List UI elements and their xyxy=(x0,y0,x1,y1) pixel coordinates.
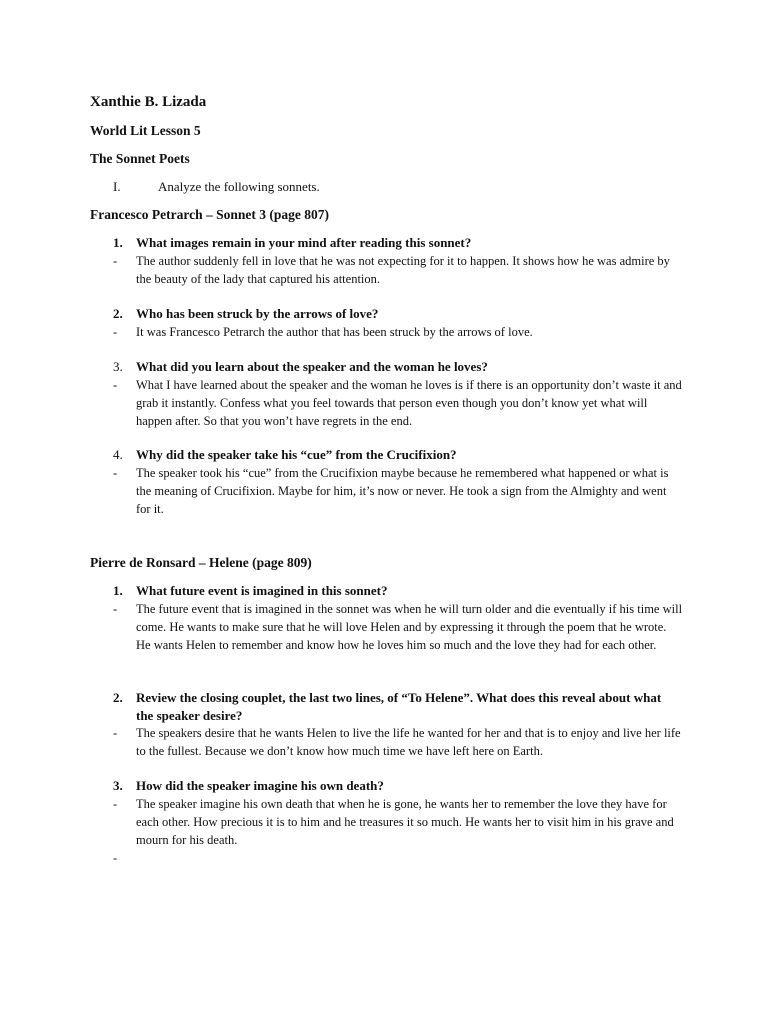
lesson-title: World Lit Lesson 5 xyxy=(90,123,201,138)
answer-dash: - xyxy=(113,851,118,865)
answer xyxy=(113,795,683,849)
answer xyxy=(113,323,683,341)
section-heading: Francesco Petrarch – Sonnet 3 (page 807) xyxy=(90,207,329,222)
answer-dash: - xyxy=(113,325,118,339)
answer xyxy=(113,376,683,430)
answer-text: The speaker imagine his own death that when he is gone, he wants her to remember the love they have for each other. How precious it is to him and he treasures it so much. He wants her to visit him in his grave and mourn for his death. xyxy=(136,797,674,847)
answer-dash: - xyxy=(113,726,118,740)
question xyxy=(113,358,673,376)
instruction-number: I. xyxy=(113,179,121,194)
question-number: 3. xyxy=(113,778,123,793)
question xyxy=(113,689,673,725)
instruction-text: Analyze the following sonnets. xyxy=(158,179,320,194)
answer xyxy=(113,724,683,760)
section-heading: Pierre de Ronsard – Helene (page 809) xyxy=(90,555,312,570)
question-number: 2. xyxy=(113,690,123,705)
answer-text: What I have learned about the speaker and the woman he loves is if there is an opportunity don’t waste it and grab it instantly. Confess what you feel towards that person even though you don’t know yet what will happen after. So that you won’t have regrets in the end. xyxy=(136,378,682,428)
question-number: 3. xyxy=(113,359,123,374)
answer xyxy=(113,252,683,288)
answer-text: The speaker took his “cue” from the Crucifixion maybe because he remembered what happened or what is the meaning of Crucifixion. Maybe for him, it’s now or never. He took a sign from the Almighty and went for it. xyxy=(136,466,669,516)
answer-text: The speakers desire that he wants Helen to live the life he wanted for her and that is to enjoy and live her life to the fullest. Because we don’t know how much time we have left here on Earth. xyxy=(136,726,681,758)
answer-dash: - xyxy=(113,378,118,392)
subject-title: The Sonnet Poets xyxy=(90,151,190,166)
question-text: Why did the speaker take his “cue” from the Crucifixion? xyxy=(136,447,457,462)
question-text: How did the speaker imagine his own death? xyxy=(136,778,384,793)
question xyxy=(113,234,673,252)
question xyxy=(113,777,673,795)
question-number: 4. xyxy=(113,447,123,462)
answer xyxy=(113,600,683,654)
answer-text: The author suddenly fell in love that he was not expecting for it to happen. It shows how he was admire by the beauty of the lady that captured his attention. xyxy=(136,254,670,286)
answer-text: It was Francesco Petrarch the author that has been struck by the arrows of love. xyxy=(136,325,533,339)
question-text: What future event is imagined in this sonnet? xyxy=(136,583,388,598)
answer-text: The future event that is imagined in the sonnet was when he will turn older and die eventually if his time will come. He wants to make sure that he will love Helen and by expressing it through the poem that he wrote. He wants Helen to remember and know how he loves him so much and the love they had for each other. xyxy=(136,602,683,652)
question xyxy=(113,446,673,464)
question-number: 2. xyxy=(113,306,123,321)
question xyxy=(113,305,673,323)
question-text: What did you learn about the speaker and the woman he loves? xyxy=(136,359,488,374)
question-number: 1. xyxy=(113,583,123,598)
answer xyxy=(113,464,683,518)
answer-dash: - xyxy=(113,797,118,811)
author-name: Xanthie B. Lizada xyxy=(90,94,207,110)
question-number: 1. xyxy=(113,235,123,250)
answer-dash: - xyxy=(113,254,118,268)
answer-dash: - xyxy=(113,466,118,480)
question-text: Review the closing couplet, the last two lines, of “To Helene”. What does this reveal about what the speaker desire? xyxy=(136,690,662,723)
question-text: What images remain in your mind after reading this sonnet? xyxy=(136,235,472,250)
answer-dash: - xyxy=(113,602,118,616)
question-text: Who has been struck by the arrows of love? xyxy=(136,306,379,321)
question xyxy=(113,582,673,600)
